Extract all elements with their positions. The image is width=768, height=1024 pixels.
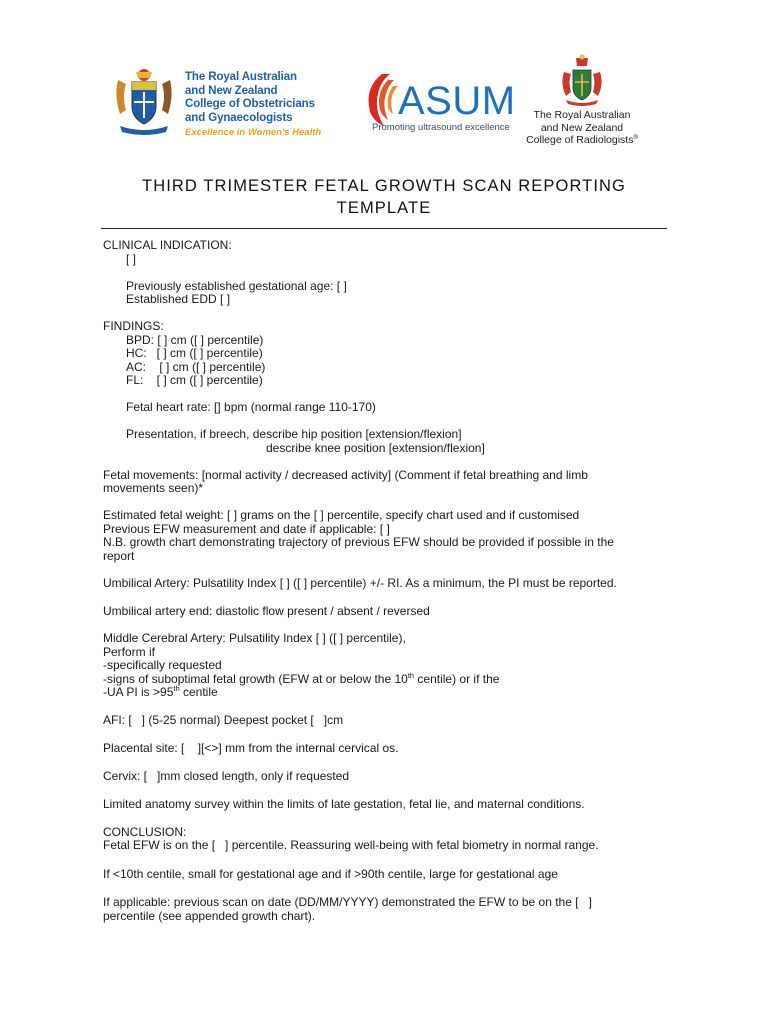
logo-header [0, 0, 768, 165]
ranzcr-line: and New Zealand [540, 121, 624, 134]
presentation-field: Presentation, if breech, describe hip position [extension/flexion] [126, 427, 462, 441]
fetal-movements-field-cont: movements seen)* [103, 481, 204, 495]
previous-scan-note: If applicable: previous scan on date (DD/MM/YYYY) demonstrated the EFW to be on the [ ] [103, 895, 592, 909]
clinical-indication-heading: CLINICAL INDICATION: [103, 238, 232, 252]
ordinal-suffix: th [407, 670, 415, 680]
ranzcr-name [522, 109, 642, 147]
ranzcog-line: The Royal Australian [185, 71, 297, 83]
mca-pi-field: Middle Cerebral Artery: Pulsatility Index [ ] ([ ] percentile), [103, 631, 406, 645]
ranzcog-crest-icon [112, 66, 176, 138]
afi-field: AFI: [ ] (5-25 normal) Deepest pocket [ ]cm [103, 712, 344, 727]
fetal-movements-field: Fetal movements: [normal activity / decreased activity] (Comment if fetal breathing and limb [103, 467, 588, 482]
mca-perform-if: Perform if [103, 644, 156, 659]
ranzcr-line [522, 134, 642, 147]
mca-criterion: -specifically requested [103, 658, 222, 672]
mca-criterion [103, 686, 683, 700]
hc-field: HC: [ ] cm ([ ] percentile) [126, 346, 263, 360]
ranzcog-line: and Gynaecologists [185, 111, 293, 124]
growth-chart-note: N.B. growth chart demonstrating trajectory of previous EFW should be provided if possible in the [103, 535, 614, 549]
mca-criterion [103, 670, 683, 687]
ranzcog-name [185, 71, 321, 140]
conclusion-heading: CONCLUSION: [103, 824, 187, 839]
gestational-age-field: Previously established gestational age: [ ] [126, 278, 347, 293]
cervix-field: Cervix: [ ]mm closed length, only if requested [103, 768, 350, 783]
ranzcog-tagline: Excellence in Women's Health [185, 127, 322, 138]
edd-field: Established EDD [ ] [126, 292, 231, 306]
umbilical-artery-pi-field: Umbilical Artery: Pulsatility Index [ ] ([ ] percentile) +/- RI. As a minimum, the PI must be reported. [103, 576, 617, 590]
mca-criterion-text: centile [179, 685, 218, 699]
ranzcog-line: College of Obstetricians [185, 98, 315, 110]
growth-chart-note-cont: report [103, 548, 135, 563]
document-title [100, 175, 668, 219]
title-line: TEMPLATE [336, 199, 432, 217]
conclusion-efw: Fetal EFW is on the [ ] percentile. Reassuring well-being with fetal biometry in normal range. [103, 838, 599, 852]
mca-criterion-text: centile) or if the [414, 671, 500, 686]
ranzcr-line-text: College of Radiologists [526, 134, 634, 146]
ordinal-suffix: th [173, 684, 180, 693]
knee-position-field: describe knee position [extension/flexion] [266, 440, 485, 455]
mca-criterion-text: -UA PI is >95 [103, 685, 174, 699]
asum-wordmark: ASUM [398, 79, 516, 123]
ranzcr-line: The Royal Australian [533, 109, 631, 121]
ac-field: AC: [ ] cm ([ ] percentile) [126, 359, 266, 374]
mca-criterion-text: -signs of suboptimal fetal growth (EFW at or below the 10 [103, 671, 408, 686]
clinical-indication-field: [ ] [126, 251, 137, 266]
report-template-body [103, 239, 683, 923]
ranzcr-crest-icon [560, 54, 604, 106]
findings-heading: FINDINGS: [103, 319, 164, 333]
previous-scan-note-cont: percentile (see appended growth chart). [103, 908, 316, 923]
previous-efw-field: Previous EFW measurement and date if applicable: [ ] [103, 521, 390, 536]
registered-mark: ® [633, 135, 638, 141]
bpd-field: BPD: [ ] cm ([ ] percentile) [126, 332, 264, 347]
fetal-heart-rate-field: Fetal heart rate: [] bpm (normal range 110-170) [126, 400, 376, 414]
placental-site-field: Placental site: [ ][<>] mm from the internal cervical os. [103, 741, 399, 755]
asum-swoosh-icon [369, 74, 399, 126]
asum-tagline: Promoting ultrasound excellence [372, 122, 510, 133]
title-divider [101, 228, 667, 229]
anatomy-survey-note: Limited anatomy survey within the limits of late gestation, fetal lie, and maternal conditions. [103, 797, 585, 811]
title-line: THIRD TRIMESTER FETAL GROWTH SCAN REPORTING [142, 177, 626, 195]
centile-guidance: If <10th centile, small for gestational age and if >90th centile, large for gestational age [103, 866, 558, 881]
fl-field: FL: [ ] cm ([ ] percentile) [126, 373, 263, 387]
umbilical-artery-flow-field: Umbilical artery end: diastolic flow present / absent / reversed [103, 603, 430, 618]
ranzcog-line: and New Zealand [185, 84, 278, 97]
efw-field: Estimated fetal weight: [ ] grams on the [ ] percentile, specify chart used and if customised [103, 508, 580, 522]
